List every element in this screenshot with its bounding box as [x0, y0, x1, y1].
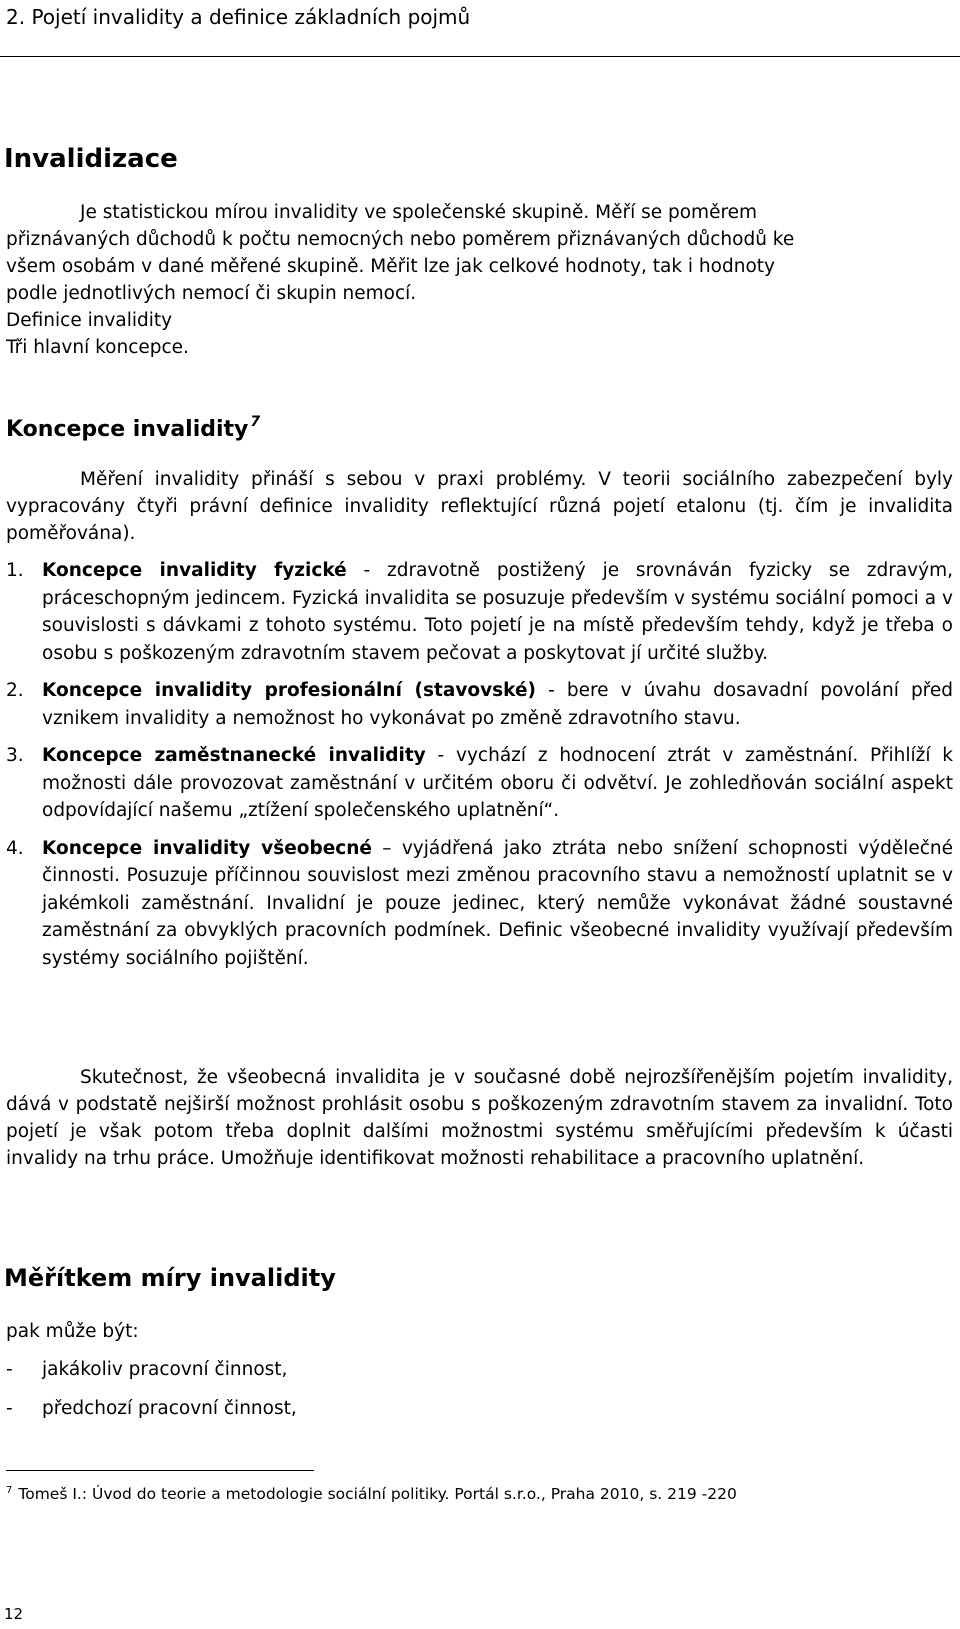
list-item [6, 677, 953, 732]
list-item-text: předchozí pracovní činnost, [42, 1398, 297, 1419]
paragraph-line: Je statistickou mírou invalidity ve společenské skupině. Měří se poměrem [80, 202, 758, 223]
invalidizace-paragraph [6, 199, 951, 361]
list-item-number: 4. [6, 837, 24, 859]
list-item [6, 1356, 297, 1383]
list-dash: - [6, 1398, 13, 1419]
footnote-reference[interactable]: 7 [250, 414, 261, 430]
page-number: 12 [4, 1605, 24, 1623]
list-item [6, 557, 953, 667]
footnote-divider [6, 1470, 314, 1471]
list-item [6, 835, 953, 973]
list-item-text: - bere v úvahu dosavadní povolání před vznikem invalidity a nemožnost ho vykonávat po změně zdravotního stavu. [42, 680, 954, 729]
list-item-number: 3. [6, 745, 24, 766]
tri-koncepce-line: Tři hlavní koncepce. [6, 337, 189, 358]
list-item-text: - zdravotně postižený je srovnáván fyzicky se zdravým, práceschopným jedincem. Fyzická invalidita se posuzuje především v systému sociální pomoci a v souvislosti s dávkami z tohoto systému. Toto pojetí je na místě především tehdy, když je třeba o osobu s poškozeným zdravotním stavem pečovat a poskytovat jí určité služby. [42, 560, 953, 664]
list-item-text: – vyjádřená jako ztráta nebo snížení schopnosti výdělečné činnosti. Posuzuje příčinnou souvislost mezi změnou pracovního stavu a nemožností uplatnit se v jakémkoli zaměstnání. Invalidní je pouze jedinec, který nemůže vykonávat žádné soustavné zaměstnání za obvyklých pracovních podmínek. Definic všeobecné invalidity využívají především systémy sociálního pojištění. [42, 837, 953, 969]
heading-invalidizace: Invalidizace [4, 144, 178, 174]
paragraph-line: všem osobám v dané měřené skupině. Měřit lze jak celkové hodnoty, tak i hodnoty [6, 256, 775, 277]
list-item-text: jakákoliv pracovní činnost, [42, 1359, 288, 1380]
koncepce-intro-paragraph: Měření invalidity přináší s sebou v praxi problémy. V teorii sociálního zabezpečení byly vypracovány čtyři právní definice invalidity reflektující různá pojetí etalonu (tj. čím je invalidita poměřována). [6, 469, 953, 544]
list-item-title: Koncepce invalidity profesionální (stavovské) [42, 680, 536, 701]
heading-koncepce-invalidity [6, 407, 260, 445]
footnote [6, 1480, 737, 1505]
meritkem-list [6, 1356, 297, 1434]
list-item-title: Koncepce zaměstnanecké invalidity [42, 745, 426, 766]
list-item-title: Koncepce invalidity fyzické [42, 560, 347, 581]
footnote-text: Tomeš I.: Úvod do teorie a metodologie sociální politiky. Portál s.r.o., Praha 2010, s. 219 -220 [18, 1485, 737, 1503]
footnote-number: 7 [6, 1485, 13, 1496]
list-dash: - [6, 1359, 13, 1380]
heading-text: Koncepce invalidity [6, 417, 249, 442]
heading-meritkem-miry-invalidity: Měřítkem míry invalidity [4, 1264, 336, 1292]
closing-paragraph: Skutečnost, že všeobecná invalidita je v současné době nejrozšířenějším pojetím invalidity, dává v podstatě nejširší možnost prohlásit osobu s poškozeným zdravotním stavem za invalidní. Toto pojetí je však potom třeba doplnit dalšími možnostmi systému směřujícími především k účasti invalidy na trhu práce. Umožňuje identifikovat možnosti rehabilitace a pracovního uplatnění. [6, 1067, 953, 1169]
list-item-number: 1. [6, 560, 24, 581]
list-item-text: - vychází z hodnocení ztrát v zaměstnání. Přihlíží k možnosti dále provozovat zaměstnání v určitém oboru či odvětví. Je zohledňován sociální aspekt odpovídající našemu „ztížení společenského uplatnění“. [42, 745, 954, 821]
header-divider [0, 56, 960, 57]
paragraph-line: přiznávaných důchodů k počtu nemocných nebo poměrem přiznávaných důchodů ke [6, 229, 795, 250]
list-item-title: Koncepce invalidity všeobecné [42, 837, 372, 859]
paragraph-line: podle jednotlivých nemocí či skupin nemocí. [6, 283, 417, 304]
list-item-number: 2. [6, 680, 24, 701]
definice-invalidity-line: Definice invalidity [6, 310, 173, 331]
page-header-title: 2. Pojetí invalidity a definice základních pojmů [6, 5, 471, 29]
koncepce-list [6, 557, 953, 982]
meritkem-lead-text: pak může být: [6, 1321, 139, 1342]
list-item [6, 742, 953, 825]
list-item [6, 1395, 297, 1422]
